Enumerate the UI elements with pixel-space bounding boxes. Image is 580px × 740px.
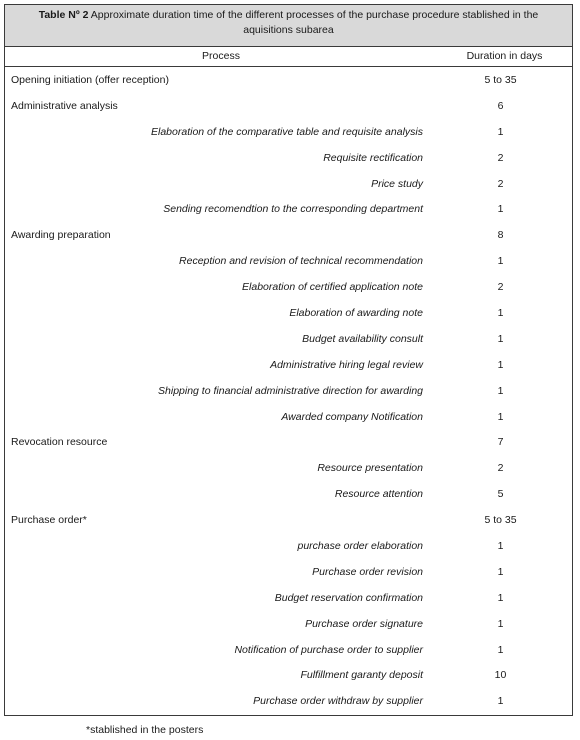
process-cell: Price study bbox=[371, 177, 423, 190]
duration-cell: 2 bbox=[497, 462, 504, 475]
duration-table bbox=[4, 4, 573, 716]
process-cell: Elaboration of certified application note bbox=[242, 281, 423, 294]
process-cell: Purchase order signature bbox=[305, 617, 423, 630]
duration-cell: 2 bbox=[497, 281, 504, 294]
table-row-subprocess bbox=[5, 248, 572, 274]
table-row-subprocess bbox=[5, 637, 572, 663]
duration-cell: 6 bbox=[497, 99, 504, 112]
process-cell: Purchase order withdraw by supplier bbox=[253, 695, 423, 708]
table-header-row bbox=[5, 47, 572, 67]
table-row-subprocess bbox=[5, 559, 572, 585]
table-row-subprocess bbox=[5, 611, 572, 637]
process-cell: Fulfillment garanty deposit bbox=[300, 669, 423, 682]
table-body bbox=[5, 67, 572, 714]
process-cell: Resource attention bbox=[334, 488, 423, 501]
duration-cell: 1 bbox=[497, 643, 504, 656]
table-row-subprocess bbox=[5, 688, 572, 714]
process-cell: Revocation resource bbox=[11, 436, 108, 449]
process-cell: purchase order elaboration bbox=[297, 539, 423, 552]
duration-cell: 1 bbox=[497, 591, 504, 604]
duration-cell: 1 bbox=[497, 203, 504, 216]
duration-cell: 1 bbox=[497, 565, 504, 578]
duration-cell: 10 bbox=[494, 669, 507, 682]
table-row-subprocess bbox=[5, 585, 572, 611]
process-cell: Reception and revision of technical recommendation bbox=[179, 255, 423, 268]
process-cell: Resource presentation bbox=[317, 462, 423, 475]
process-cell: Awarded company Notification bbox=[281, 410, 423, 423]
table-footnote: *stablished in the posters bbox=[86, 724, 204, 736]
duration-cell: 8 bbox=[497, 229, 504, 242]
table-caption bbox=[5, 5, 572, 47]
process-cell: Requisite rectification bbox=[323, 151, 423, 164]
table-row-subprocess bbox=[5, 404, 572, 430]
table-caption-label: Table Nº 2 bbox=[38, 9, 89, 21]
process-cell: Administrative hiring legal review bbox=[270, 358, 423, 371]
duration-cell: 2 bbox=[497, 151, 504, 164]
table-row-process-group bbox=[5, 67, 572, 93]
duration-cell: 1 bbox=[497, 695, 504, 708]
table-row-process-group bbox=[5, 93, 572, 119]
table-row-subprocess bbox=[5, 326, 572, 352]
duration-cell: 1 bbox=[497, 358, 504, 371]
table-row-process-group bbox=[5, 507, 572, 533]
table-row-subprocess bbox=[5, 533, 572, 559]
duration-cell: 1 bbox=[497, 255, 504, 268]
table-row-subprocess bbox=[5, 662, 572, 688]
process-cell: Purchase order revision bbox=[312, 565, 423, 578]
duration-cell: 1 bbox=[497, 539, 504, 552]
table-row-process-group bbox=[5, 222, 572, 248]
process-cell: Budget availability consult bbox=[302, 332, 423, 345]
table-row-subprocess bbox=[5, 274, 572, 300]
process-cell: Budget reservation confirmation bbox=[274, 591, 423, 604]
table-row-subprocess bbox=[5, 171, 572, 197]
process-cell: Awarding preparation bbox=[11, 229, 111, 242]
process-cell: Elaboration of the comparative table and requisite analysis bbox=[151, 125, 423, 138]
process-cell: Purchase order* bbox=[11, 514, 87, 527]
process-cell: Administrative analysis bbox=[11, 99, 118, 112]
header-process: Process bbox=[202, 50, 240, 62]
duration-cell: 5 to 35 bbox=[484, 73, 517, 86]
table-row-subprocess bbox=[5, 119, 572, 145]
process-cell: Notification of purchase order to supplier bbox=[234, 643, 423, 656]
table-row-subprocess bbox=[5, 196, 572, 222]
table-row-subprocess bbox=[5, 300, 572, 326]
process-cell: Elaboration of awarding note bbox=[289, 306, 423, 319]
duration-cell: 1 bbox=[497, 617, 504, 630]
table-row-subprocess bbox=[5, 481, 572, 507]
table-caption-text: Approximate duration time of the different processes of the purchase procedure stablished in the aquisitions subarea bbox=[88, 9, 539, 36]
table-row-subprocess bbox=[5, 145, 572, 171]
duration-cell: 2 bbox=[497, 177, 504, 190]
duration-cell: 7 bbox=[497, 436, 504, 449]
table-row-subprocess bbox=[5, 352, 572, 378]
process-cell: Sending recomendtion to the corresponding department bbox=[163, 203, 423, 216]
duration-cell: 1 bbox=[497, 410, 504, 423]
duration-cell: 5 bbox=[497, 488, 504, 501]
table-row-process-group bbox=[5, 429, 572, 455]
table-row-subprocess bbox=[5, 378, 572, 404]
duration-cell: 5 to 35 bbox=[484, 514, 517, 527]
table-row-subprocess bbox=[5, 455, 572, 481]
duration-cell: 1 bbox=[497, 384, 504, 397]
process-cell: Opening initiation (offer reception) bbox=[11, 73, 169, 86]
process-cell: Shipping to financial administrative direction for awarding bbox=[158, 384, 423, 397]
duration-cell: 1 bbox=[497, 125, 504, 138]
duration-cell: 1 bbox=[497, 306, 504, 319]
duration-cell: 1 bbox=[497, 332, 504, 345]
header-duration: Duration in days bbox=[466, 50, 543, 62]
